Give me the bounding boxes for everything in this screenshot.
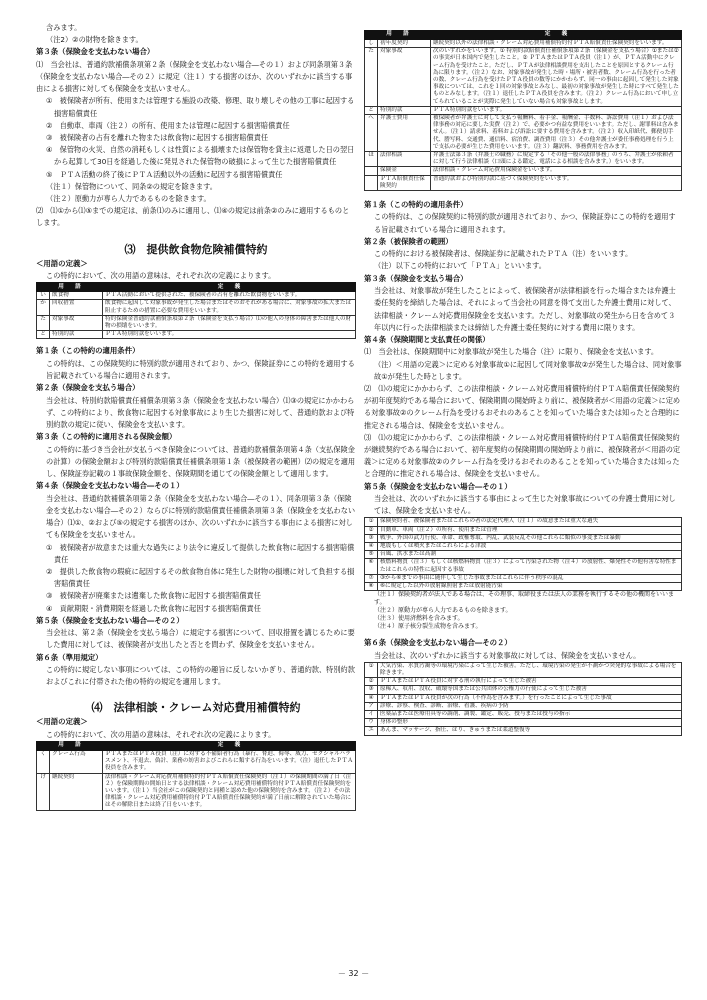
table-cell: と xyxy=(365,106,378,114)
note: （注４）原子核分裂生成物を含みます。 xyxy=(374,623,482,631)
table-row xyxy=(365,534,682,542)
table-row xyxy=(365,526,682,534)
exclusion-table xyxy=(364,662,682,736)
table-cell: ＰＴＡまたはＰＴＡ役員に対する刑の執行によって生じた被害 xyxy=(378,678,682,686)
table-cell: た xyxy=(365,48,378,107)
table-cell: イ xyxy=(365,711,378,719)
list-item: ④ 保管物の火災、自然の消耗もしくは性質による損壊または保管物を貸主に返還した日の翌日から起算して30日を経過した後に発見された保管物の破損によって生じた損害賠償責任 xyxy=(46,145,355,167)
table-row xyxy=(365,518,682,526)
table-cell: ＰＴＡ特別約款をいいます。 xyxy=(103,331,356,339)
definition-table xyxy=(36,741,356,811)
article-heading: 第５条（保険金を支払わない場合―その２） xyxy=(36,615,184,625)
article-heading: 第６条（準用規定） xyxy=(36,652,103,662)
list-item: ② 提供した飲食物の瑕疵に起因するその飲食物自体に発生した財物の損壊に対して負担する損害賠償責任 xyxy=(46,566,355,589)
table-cell: ア xyxy=(365,702,378,710)
paragraph: この特約に規定しない事項については、この特約の趣旨に反しないかぎり、普通約款、特別約款およびこれに付帯された他の特約の規定を適用します。 xyxy=(46,664,355,687)
paragraph: 当会社は、第２条（保険金を支払う場合）に規定する損害について、回収措置を講じるために要した費用に対しては、被保険者が支出したと否とを問わず、保険金を支払いません。 xyxy=(46,628,355,650)
table-cell: 特約保険金普通約款補償条項第２条（保険金を支払う場合）⑴の他人の身体の障害または他人の財物の損壊をいいます。 xyxy=(103,315,356,330)
table-cell xyxy=(365,167,378,175)
table-cell: あんま、マッサージ、指圧、はり、きゅうまたは柔道整復等 xyxy=(378,727,682,735)
table-cell: ＰＴＡまたはＰＴＡ役員（注）に対する不備給者行為（暴行、脅迫、侮辱、威力、セクシャルハラスメント、不退去、偽計、業務の妨害およびこれらに類する行為をいいます。（注）退任したＰＴＡ役員を含みます。 xyxy=(103,751,356,774)
table-cell: へ xyxy=(365,115,378,152)
table-cell: 飲食物に起因して対象事故が発生した場合またはそのおそれがある場合に、対象事故の拡大または阻止するための措置に必要な費用をいいます。 xyxy=(103,300,356,315)
table-row xyxy=(365,551,682,559)
table-row xyxy=(365,106,682,114)
article-heading: 第３条（保険金を支払う場合） xyxy=(364,273,468,283)
paragraph: ⑵ ⑴①から⑴⑤までの規定は、前条⑴のみに適用し、⑴④の規定は前条②のみに適用するものとします。 xyxy=(36,206,350,228)
table-row xyxy=(365,711,682,719)
table-row xyxy=(365,167,682,175)
table-row xyxy=(365,175,682,190)
page-number: － 32 － xyxy=(337,969,370,978)
list-item: ① 被保険者が所有、使用または管理する施設の改築、修理、取り壊しその他の工事に起因する損害賠償責任 xyxy=(46,96,355,118)
table-cell: 回収措置 xyxy=(50,300,103,315)
table-cell: 弁護士費用 xyxy=(378,115,431,152)
table-cell: ⑥に規定した以外の放射線照射または放射能汚染 xyxy=(378,582,682,590)
table-row xyxy=(365,694,682,702)
table-row xyxy=(365,542,682,550)
table-cell: ⑤ xyxy=(365,551,378,559)
table-row xyxy=(37,751,356,774)
table-cell: 対象事故 xyxy=(50,315,103,330)
table-header: 用 語 xyxy=(365,31,431,40)
table-row xyxy=(37,300,356,315)
right-column xyxy=(364,0,682,736)
definition-heading: ＜用語の定義＞ xyxy=(36,717,88,727)
table-row xyxy=(365,702,682,710)
table-cell: 原稀入、収用、没収、破壊等国または公共団体の公権力の行使によって生じた被害 xyxy=(378,686,682,694)
paragraph: ⑵ ⑴の規定にかかわらず、この法律相談・クレーム対応費用補償特約付ＰＴＡ賠償責任保険契約が初年度契約である場合において、保険期間の開始時より前に、被保険者が＜用語の定義＞に定める対象事故②のクレーム行為を受けるおそれのあることを知っていた場合または知ったと合理的に推定される場合は、保険金を支払いません。 xyxy=(364,383,681,430)
exclusion-table xyxy=(364,517,682,591)
table-cell: し xyxy=(365,40,378,48)
note: （注１）保険契約者が法人である場合は、その理事、取締役または法人の業務を執行するその他の機関をいいます。 xyxy=(374,591,675,607)
table-cell: ② xyxy=(365,678,378,686)
list-item: ① 被保険者が故意または重大な過失により法令に違反して提供した飲食物に起因する損害賠償責任 xyxy=(46,542,355,564)
table-cell xyxy=(365,175,378,190)
table-cell: ③ xyxy=(365,534,378,542)
table-cell: 自動車、車両（注２）の所有、使用または管理 xyxy=(378,526,682,534)
table-row xyxy=(365,719,682,727)
paragraph: この特約は、この保険契約に特別約款が適用されており、かつ、保険証券にこの特約を適用する旨記載されている場合に適用されます。 xyxy=(46,358,355,381)
article-heading: 第４条（保険期間と支払責任の関係） xyxy=(364,334,490,344)
table-cell: い xyxy=(37,292,50,300)
table-cell: 弁護士法第３条（弁護士の職務）に規定する「その他一般の法律事務」のうち、弁護士が依頼者に対して行う法律相談（口頭による鑑定、電話による相談を含みます。）をいいます。 xyxy=(431,152,682,167)
table-cell: 診療、診察、検査、診断、治療、看護、疾病の予防 xyxy=(378,702,682,710)
table-cell: ③ xyxy=(365,686,378,694)
table-row xyxy=(365,678,682,686)
table-header: 定 義 xyxy=(103,742,356,751)
table-cell: ウ xyxy=(365,719,378,727)
table-cell: 被保険者が弁護士に対して支払う報酬料、着手金、報酬金、手数料、訴訟費用（注１）および法律事務の対応に要した実費（注２）で、必要かつ有益な費用をいいます。ただし、謝罪料は含みません。（注１）請求料、着料および訴訟に要する費用を含みます。（注２）収入印紙代、郵便切手代、謄写料、交通費、通信料、宿泊費、調査費用（注３）その他弁護士が委任事務処理を行う上で支払の必要が生じた費用をいいます。（注３）翻訳料、事務費用を含みます。 xyxy=(431,115,682,152)
table-cell: 次のいずれかをいいます。① 特別約款賠償責任補償条項第２条（保険金を支払う場合）①または②の事実が日本国内で発生したこと。② ＰＴＡまたはＰＴＡ役員（注１）が、ＰＴＡ活動中にクレーム行為を受けたこと。ただし、ＰＴＡが法律相談費用を支出したことを原因とするクレーム行為に限ります。（注２）なお、対象事故が発生した時・場所・被害者数、クレーム行為を行った者の数、クレーム行為を受けたＰＴＡ役員の数等にかかわらず、同一の事由に起因して発生した対象事故については、これを１回の対象事故とみなし、最初の対象事故が発生した時にすべて発生したものとみなします。（注１）退任したＰＴＡ役員を含みます。（注２）クレーム行為において申し立てられていることが実際に発生していない場合も対象事故とします。 xyxy=(431,48,682,107)
list-item: ④ 貢献期限・消費期限を経過した飲食物に起因する損害賠償責任 xyxy=(46,603,261,613)
paragraph: この特約における被保険者は、保険証券に記載されたＰＴＡ（注）をいいます。 xyxy=(374,249,633,259)
table-cell: ＰＴＡ特別約款をいいます。 xyxy=(431,106,682,114)
paragraph: ⑴ 当会社は、普通約款補償条項第２条（保険金を支払わない場合―その１）および同条項第３条（保険金を支払わない場合―その２）に規定（注１）する損害のほか、次のいずれかに該当する事由による損害に対しても保険金を支払いません。 xyxy=(36,59,353,94)
table-row xyxy=(37,331,356,339)
table-cell: ⑦ xyxy=(365,574,378,582)
article-heading: 第６条（保険金を支払わない場合―その２） xyxy=(364,638,512,648)
table-cell: た xyxy=(37,315,50,330)
table-cell: 普通約款および特別約款に基づく保険契約をいいます。 xyxy=(431,175,682,190)
article-heading: 第４条（保険金を支払わない場合―その１） xyxy=(36,481,184,491)
table-row xyxy=(365,115,682,152)
paragraph: ⑴ 当会社は、保険期間中に対象事故が発生した場合（注）に限り、保険金を支払います。 xyxy=(364,347,659,357)
table-cell: ③から⑥までの事由に随伴して生じた事故またはこれらに伴う秩序の混乱 xyxy=(378,574,682,582)
paragraph: 当会社は、次のいずれかに該当する事由によって生じた対象事故についての弁護士費用に対しては、保険金を支払いません。 xyxy=(374,493,676,516)
table-cell: 核燃料物質（注３）もしくは核燃料物質（注３）によって汚染された物（注４）の放射性、爆発性その他有害な特性またはこれらの特性に起因する事故 xyxy=(378,559,682,574)
article-heading: 第１条（この特約の適用条件） xyxy=(364,200,468,210)
paragraph: 当会社は、特別約款賠償責任補償条項第３条（保険金を支払わない場合）⑴③の規定にかかわらず、この特約により、飲食物に起因する対象事故により生じた損害に対して、普通約款および特別約款の規定に従い、保険金を支払います。 xyxy=(46,395,355,430)
paragraph: ⑶ ⑴の規定にかかわらず、この法律相談・クレーム対応費用補償特約付ＰＴＡ賠償責任保険契約が継続契約である場合において、初年度契約の保険期間の開始時より前に、被保険者が＜用語の定義＞に定める対象事故②のクレーム行為を受けるおそれのあることを知っていた場合または知ったと合理的に推定される場合は、保険金を支払いません。 xyxy=(364,432,681,479)
table-row xyxy=(365,574,682,582)
section-title: ⑷ 法律相談・クレーム対応費用補償特約 xyxy=(91,701,301,715)
table-header: 定 義 xyxy=(431,31,682,40)
table-row xyxy=(37,292,356,300)
section-title: ⑶ 提供飲食物危険補償特約 xyxy=(124,242,268,256)
list-item: ③ 被保険者が廃棄または遺棄した飲食物に起因する損害賠償責任 xyxy=(46,591,261,601)
table-row xyxy=(365,582,682,590)
table-row xyxy=(365,559,682,574)
note: （注）以下この特約において「ＰＴＡ」といいます。 xyxy=(374,261,546,271)
article-heading: 第３条（この特約に適用される保険金額） xyxy=(36,432,177,442)
table-cell: ① xyxy=(365,662,378,677)
paragraph: 当会社は、次のいずれかに該当する対象事故に対しては、保険金を支払いません。 xyxy=(374,650,641,660)
paragraph: 当会社は、対象事故が発生したことによって、被保険者が法律相談を行った場合または弁護士委任契約を締結した場合は、それによって当会社の同意を得て支出した弁護士費用に対して、法律相談・クレーム対応費用保険金を支払います。ただし、対象事故の発生から日を含めて３年以内に行った法律相談または締結した弁護士委任契約に対する費用に限ります。 xyxy=(374,286,676,332)
table-cell: か xyxy=(37,300,50,315)
table-cell: ほ xyxy=(365,152,378,167)
table-cell: ⑧ xyxy=(365,582,378,590)
list-item: ③ 被保険者の占有を離れた物または飲食物に起因する損害賠償責任 xyxy=(46,133,269,143)
table-cell: け xyxy=(37,773,50,810)
table-cell: く xyxy=(37,751,50,774)
table-cell: 継続契約以外の法律相談・クレーム対応費用補償特約付ＰＴＡ賠償責任保険契約をいいます。 xyxy=(431,40,682,48)
table-row xyxy=(365,40,682,48)
table-cell: ＰＴＡまたはＰＴＡ役員が次の行為（不作為を含みます。）を行ったことによって生じた事故 xyxy=(378,694,682,702)
table-cell: 保険契約者、被保険者またはこれらの者の法定代理人（注１）の故意または重大な過失 xyxy=(378,518,682,526)
list-item: ② 自動車、車両（注２）の所有、使用または管理に起因する損害賠償責任 xyxy=(46,120,290,130)
article-heading: 第２条（保険金を支払う場合） xyxy=(36,383,140,393)
table-row xyxy=(37,315,356,330)
table-cell: 法律相談・クレーム対応費用保険金をいいます。 xyxy=(431,167,682,175)
note: （注２）原動力が専ら人力であるものを除きます。 xyxy=(46,194,211,204)
article-heading: 第２条（被保険者の範囲） xyxy=(364,236,453,246)
left-column xyxy=(36,0,356,811)
note: （注１）保管物について、同条②の規定を除きます。 xyxy=(46,181,217,191)
table-cell: 医薬品または医療用具等の調剤、調製、鑑定、販売、授与または授与の指示 xyxy=(378,711,682,719)
definition-table xyxy=(364,30,682,191)
paragraph: この特約において、次の用語の意味は、それぞれ次の定義によります。 xyxy=(46,271,276,281)
table-row xyxy=(365,727,682,735)
article-heading: 第１条（この特約の適用条件） xyxy=(36,346,140,356)
table-cell: 台風、洪水または高潮 xyxy=(378,551,682,559)
table-header: 定 義 xyxy=(103,283,356,292)
table-cell: 法律相談 xyxy=(378,152,431,167)
table-cell: ② xyxy=(365,526,378,534)
table-cell: 身体の整形 xyxy=(378,719,682,727)
note: （注３）使用済燃料を含みます。 xyxy=(374,615,464,623)
definition-table xyxy=(36,282,356,339)
table-row xyxy=(37,773,356,810)
table-cell: クレーム行為 xyxy=(50,751,103,774)
table-cell: 対象事故 xyxy=(378,48,431,107)
note: （注）＜用語の定義＞に定める対象事故①に起因して同対象事故②が発生した場合は、同対象事故①が発生した時とします。 xyxy=(374,359,682,381)
table-cell: ＰＴＡ活動において提供された、被保険者の占有を離れた飲食物をいいます。 xyxy=(103,292,356,300)
table-cell: 継続契約 xyxy=(50,773,103,810)
table-cell: 初年度契約 xyxy=(378,40,431,48)
table-row xyxy=(365,152,682,167)
table-cell: 地震もしくは噴火またはこれらによる津波 xyxy=(378,542,682,550)
table-header: 用 語 xyxy=(37,742,103,751)
table-cell: ④ xyxy=(365,694,378,702)
list-item: ⑤ ＰＴＡ活動の終了後にＰＴＡ活動以外の活動に起因する損害賠償責任 xyxy=(46,169,283,179)
table-cell: エ xyxy=(365,727,378,735)
table-cell: 特別約款 xyxy=(378,106,431,114)
table-cell: 特別約款 xyxy=(50,331,103,339)
article-heading: 第３条（保険金を支払わない場合） xyxy=(36,47,155,57)
text-line: （注2）②の財物を除きます。 xyxy=(46,35,143,45)
table-row xyxy=(365,48,682,107)
text-line: 含みます。 xyxy=(46,23,82,32)
table-header: 用 語 xyxy=(37,283,103,292)
table-cell: ⑥ xyxy=(365,559,378,574)
note: （注２）原動力が専ら人力であるものを除きます。 xyxy=(374,607,512,615)
table-cell: 戦争、外国の武力行使、革命、政権奪取、内乱、武装反乱その他これらに類似の事変または暴動 xyxy=(378,534,682,542)
table-cell: 大気汚染、水質汚濁等の環境汚染によって生じた被害。ただし、環境汚染の発生が不測かつ突発的な事故による場合を除きます。 xyxy=(378,662,682,677)
table-cell: ④ xyxy=(365,542,378,550)
table-cell: 法律相談・クレーム対応費用補償特約付ＰＴＡ賠償責任保険契約（注１）の保険期間の満了日（注２）を保険期間の開始日とする法律相談・クレーム対応費用補償特約付ＰＴＡ賠償責任保険契約をいいます。（注１）当会社がこの保険契約と同種と認めた他の保険契約を含みます。（注２）その法律相談・クレーム対応費用補償特約付ＰＴＡ賠償責任保険契約が満了日前に解除されていた場合にはその解除日または終了日をいいます。 xyxy=(103,773,356,810)
table-row xyxy=(365,662,682,677)
table-row xyxy=(365,686,682,694)
table-cell: 保険金 xyxy=(378,167,431,175)
table-cell: 飲食物 xyxy=(50,292,103,300)
definition-heading: ＜用語の定義＞ xyxy=(36,258,88,268)
table-cell: と xyxy=(37,331,50,339)
paragraph: 当会社は、普通約款補償条項第２条（保険金を支払わない場合―その１）、同条項第３条（保険金を支払わない場合―その２）ならびに特別約款賠償責任補償条項第３条（保険金を支払わない場合）⑴①、②および⑤の規定する損害のほか、次のいずれかに該当する事由による損害に対しても保険金を支払いません。 xyxy=(46,493,356,540)
paragraph: この特約に基づき当会社が支払うべき保険金については、普通約款補償条項第４条（支払保険金の計算）の保険金額および特別約款賠償責任補償条項第１条（被保険者の範囲）⑵の規定を適用し、保険証券記載の１事故保険金額を、保険期間を通じての保険金額として適用します。 xyxy=(46,444,356,479)
table-cell: ① xyxy=(365,518,378,526)
paragraph: この特約において、次の用語の意味は、それぞれ次の定義によります。 xyxy=(46,729,276,739)
table-cell: ＰＴＡ賠償責任保険契約 xyxy=(378,175,431,190)
article-heading: 第５条（保険金を支払わない場合―その１） xyxy=(364,481,512,491)
paragraph: この特約は、この保険契約に特別約款が適用されており、かつ、保険証券にこの特約を適用する旨記載されている場合に適用されます。 xyxy=(374,212,676,234)
